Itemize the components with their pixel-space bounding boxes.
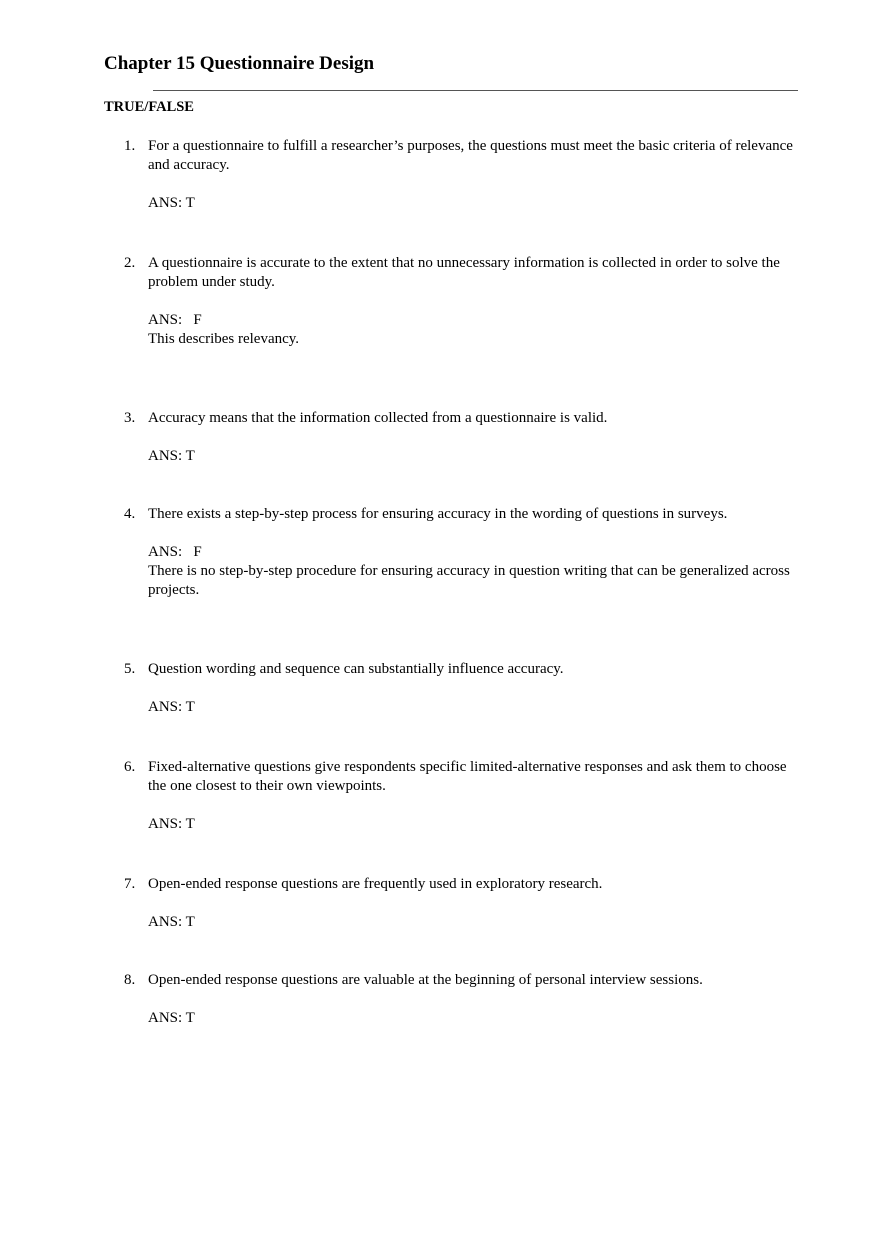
question-text: Open-ended response questions are frequently used in exploratory research. (148, 876, 603, 892)
question-number: 2. (124, 255, 136, 271)
question-item (104, 971, 798, 1028)
answer-label: ANS: T (148, 914, 195, 930)
question-number: 5. (124, 661, 136, 677)
question-number: 3. (124, 410, 136, 426)
question-number: 4. (124, 506, 136, 522)
question-text: A questionnaire is accurate to the extent that no unnecessary information is collected in order to solve the problem under study. (148, 255, 780, 290)
answer-label: ANS: T (148, 816, 195, 832)
answer-label: ANS: T (148, 1010, 195, 1026)
question-item (104, 409, 798, 466)
section-heading: TRUE/FALSE (104, 99, 194, 115)
question-text: Accuracy means that the information collected from a questionnaire is valid. (148, 410, 608, 426)
answer-label: ANS: T (148, 195, 195, 211)
page-title: Chapter 15 Questionnaire Design (104, 53, 375, 74)
question-text: Open-ended response questions are valuable at the beginning of personal interview sessions. (148, 972, 703, 988)
question-text: Question wording and sequence can substantially influence accuracy. (148, 661, 564, 677)
answer-explanation: This describes relevancy. (148, 331, 300, 347)
header-divider (153, 90, 798, 91)
question-item (104, 505, 798, 600)
question-number: 8. (124, 972, 136, 988)
question-item (104, 660, 798, 717)
answer-explanation: There is no step-by-step procedure for ensuring accuracy in question writing that can be generalized across projects. (148, 563, 790, 598)
question-item (104, 137, 798, 213)
answer-label: ANS: T (148, 699, 195, 715)
question-item (104, 875, 798, 932)
question-number: 1. (124, 138, 136, 154)
answer-label: ANS: F (148, 312, 202, 328)
question-item (104, 254, 798, 349)
question-text: There exists a step-by-step process for ensuring accuracy in the wording of questions in surveys. (148, 506, 728, 522)
answer-label: ANS: F (148, 544, 202, 560)
question-text: For a questionnaire to fulfill a researcher’s purposes, the questions must meet the basic criteria of relevance and accuracy. (148, 138, 793, 173)
question-item (104, 758, 798, 834)
question-number: 7. (124, 876, 136, 892)
answer-label: ANS: T (148, 448, 195, 464)
question-number: 6. (124, 759, 136, 775)
question-text: Fixed-alternative questions give respondents specific limited-alternative responses and ask them to choose the one closest to their own viewpoints. (148, 759, 787, 794)
